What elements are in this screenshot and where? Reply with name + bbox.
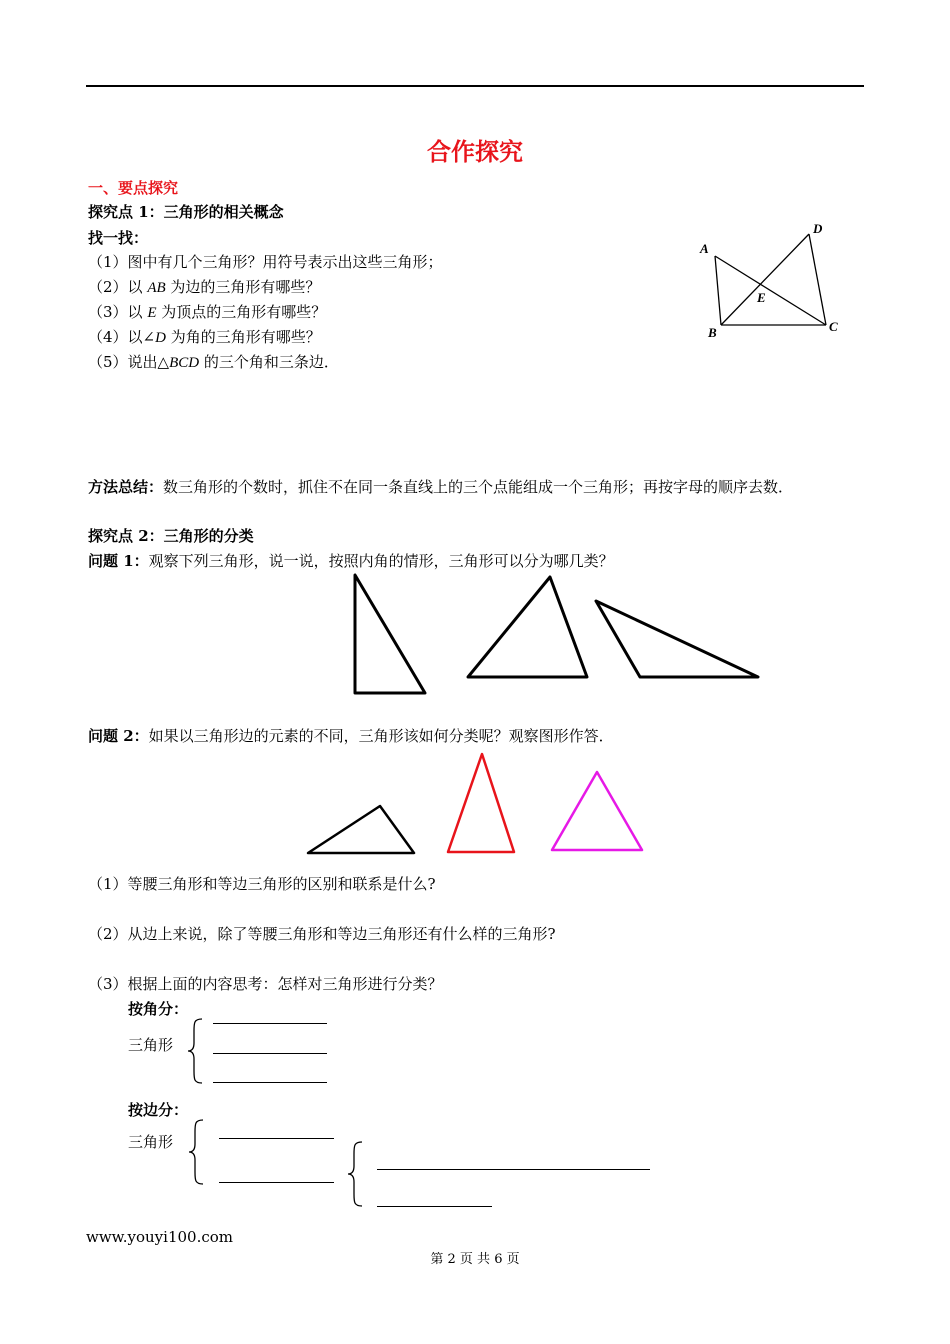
blank-angle-1[interactable]	[213, 1023, 327, 1024]
question-2: （2）以 AB 为边的三角形有哪些？	[88, 278, 321, 296]
by-angle-label: 按角分：	[128, 1000, 189, 1018]
triangle-word-angle: 三角形	[128, 1036, 174, 1054]
point1-heading: 探究点 1：三角形的相关概念	[88, 203, 284, 221]
acute-triangle	[468, 577, 587, 677]
problem-1: 问题 1：观察下列三角形，说一说，按照内角的情形，三角形可以分为哪几类？	[88, 552, 614, 570]
blank-side-sub-1[interactable]	[377, 1169, 650, 1170]
angle-triangles-figure	[340, 570, 770, 700]
label-e: E	[757, 290, 766, 305]
isosceles-triangle	[448, 754, 514, 852]
point2-heading: 探究点 2：三角形的分类	[88, 527, 254, 545]
equilateral-triangle	[552, 772, 642, 850]
footer-page-info: 第 2 页 共 6 页	[430, 1252, 520, 1267]
question-3: （3）以 E 为顶点的三角形有哪些？	[88, 303, 327, 321]
blank-angle-2[interactable]	[213, 1053, 327, 1054]
side-triangles-figure	[300, 745, 660, 860]
right-triangle	[355, 575, 425, 693]
blank-angle-3[interactable]	[213, 1082, 327, 1083]
sub-question-3: （3）根据上面的内容思考：怎样对三角形进行分类？	[88, 975, 443, 993]
brace-angle	[186, 1017, 206, 1085]
segment-bd	[721, 234, 809, 325]
label-c: C	[829, 319, 838, 334]
question-1: （1）图中有几个三角形？用符号表示出这些三角形；	[88, 253, 443, 271]
blank-side-2[interactable]	[219, 1182, 334, 1183]
question-5: （5）说出△BCD 的三个角和三条边．	[88, 353, 339, 371]
by-side-label: 按边分：	[128, 1101, 189, 1119]
blank-side-1[interactable]	[219, 1138, 334, 1139]
sub-question-1: （1）等腰三角形和等边三角形的区别和联系是什么?	[88, 875, 436, 893]
triangle-word-side: 三角形	[128, 1133, 174, 1151]
label-a: A	[700, 241, 709, 256]
page-title: 合作探究	[427, 138, 523, 166]
problem-2: 问题 2：如果以三角形边的元素的不同，三角形该如何分类呢？观察图形作答．	[88, 727, 614, 745]
brace-side	[187, 1118, 207, 1186]
method-summary: 方法总结：数三角形的个数时，抓住不在同一条直线上的三个点能组成一个三角形；再按字母的顺序去数．	[88, 478, 794, 496]
geometry-figure	[690, 215, 850, 345]
sub-question-2: （2）从边上来说，除了等腰三角形和等边三角形还有什么样的三角形?	[88, 925, 556, 943]
find-label: 找一找：	[88, 229, 149, 247]
section-heading: 一、要点探究	[88, 179, 179, 197]
obtuse-triangle	[596, 601, 758, 677]
blank-side-sub-2[interactable]	[377, 1206, 492, 1207]
scalene-triangle	[308, 806, 414, 853]
header-rule	[86, 85, 864, 87]
label-b: B	[708, 325, 717, 340]
footer-website[interactable]: www.youyi100.com	[86, 1228, 233, 1246]
segment-dc	[809, 234, 826, 325]
question-4: （4）以∠D 为角的三角形有哪些？	[88, 328, 321, 346]
brace-side-sub	[346, 1140, 366, 1208]
label-d: D	[813, 221, 823, 236]
segment-ab	[715, 256, 721, 325]
